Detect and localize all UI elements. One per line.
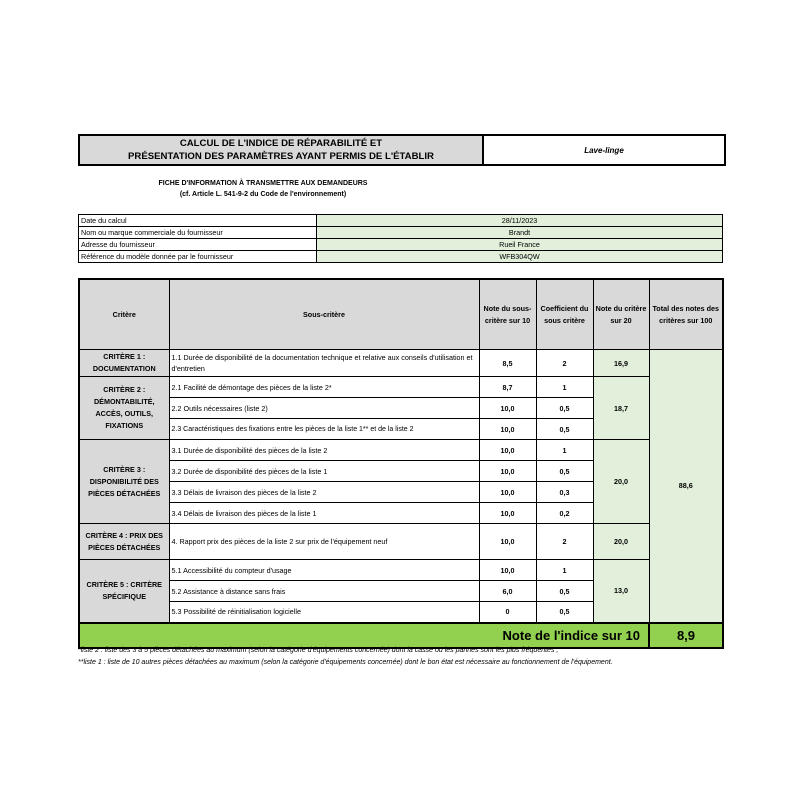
supplier-info-table	[78, 214, 723, 263]
sub-criterion: 2.2 Outils nécessaires (liste 2)	[169, 398, 479, 419]
sub-note: 10,0	[479, 503, 536, 524]
header-sous-critere: Sous-critère	[169, 279, 479, 350]
sub-note: 8,5	[479, 350, 536, 377]
sub-coef: 0,5	[536, 602, 593, 623]
table-header-row	[79, 279, 723, 350]
criterion-5: CRITÈRE 5 : CRITÈRE SPÉCIFIQUE	[79, 560, 169, 623]
sub-coef: 1	[536, 560, 593, 581]
total-score: 88,6	[649, 350, 723, 623]
sub-criterion: 3.2 Durée de disponibilité des pièces de la liste 1	[169, 461, 479, 482]
sub-criterion: 1.1 Durée de disponibilité de la documentation technique et relative aux conseils d'utilisation et d'entretien	[169, 350, 479, 377]
info-label: Nom ou marque commerciale du fournisseur	[79, 227, 317, 239]
fiche-title: FICHE D'INFORMATION À TRANSMETTRE AUX DEMANDEURS	[158, 180, 368, 187]
footnote-liste-2: *liste 2 : liste des 3 à 5 pièces détachées au maximum (selon la catégorie d'équipements concernée) dont la casse ou les pannes sont les plus fréquentes ;	[78, 647, 559, 654]
document-header	[78, 134, 726, 166]
sub-note: 10,0	[479, 524, 536, 560]
criterion-1: CRITÈRE 1 : DOCUMENTATION	[79, 350, 169, 377]
sub-note: 0	[479, 602, 536, 623]
info-value: Brandt	[317, 227, 723, 239]
sub-note: 6,0	[479, 581, 536, 602]
sub-coef: 1	[536, 440, 593, 461]
sub-coef: 0,2	[536, 503, 593, 524]
header-note-critere: Note du critère sur 20	[593, 279, 649, 350]
sub-criterion: 3.1 Durée de disponibilité des pièces de la liste 2	[169, 440, 479, 461]
info-row	[79, 215, 723, 227]
sub-coef: 0,3	[536, 482, 593, 503]
sub-criterion: 5.2 Assistance à distance sans frais	[169, 581, 479, 602]
info-row	[79, 227, 723, 239]
info-label: Adresse du fournisseur	[79, 239, 317, 251]
document-title	[80, 136, 484, 164]
sub-note: 10,0	[479, 440, 536, 461]
criterion-2: CRITÈRE 2 : DÉMONTABILITÉ, ACCÈS, OUTILS, FIXATIONS	[79, 377, 169, 440]
sub-criterion: 2.1 Facilité de démontage des pièces de la liste 2*	[169, 377, 479, 398]
sub-criterion: 5.3 Possibilité de réinitialisation logicielle	[169, 602, 479, 623]
sub-coef: 2	[536, 350, 593, 377]
footnote-liste-1: **liste 1 : liste de 10 autres pièces détachées au maximum (selon la catégorie d'équipements concernée) dont le bon état est nécessaire au fonctionnement de l'équipement.	[78, 659, 613, 666]
title-line-2: PRÉSENTATION DES PARAMÈTRES AYANT PERMIS DE L'ÉTABLIR	[128, 151, 434, 162]
criterion-note: 20,0	[593, 440, 649, 524]
header-note-sous-critere: Note du sous-critère sur 10	[479, 279, 536, 350]
info-value: Rueil France	[317, 239, 723, 251]
criterion-4: CRITÈRE 4 : PRIX DES PIÈCES DÉTACHÉES	[79, 524, 169, 560]
repairability-table	[78, 278, 724, 649]
index-row	[79, 623, 723, 648]
sub-coef: 1	[536, 377, 593, 398]
sub-criterion: 5.1 Accessibilité du compteur d'usage	[169, 560, 479, 581]
sub-criterion: 4. Rapport prix des pièces de la liste 2 sur prix de l'équipement neuf	[169, 524, 479, 560]
sub-note: 10,0	[479, 419, 536, 440]
table-row	[79, 560, 723, 581]
sub-coef: 0,5	[536, 461, 593, 482]
title-line-1: CALCUL DE L'INDICE DE RÉPARABILITÉ ET	[179, 138, 383, 149]
sub-coef: 0,5	[536, 581, 593, 602]
sub-note: 10,0	[479, 560, 536, 581]
sub-note: 10,0	[479, 461, 536, 482]
header-critere: Critère	[79, 279, 169, 350]
criterion-note: 16,9	[593, 350, 649, 377]
fiche-reference: (cf. Article L. 541-9-2 du Code de l'environnement)	[179, 191, 347, 198]
sub-criterion: 3.4 Délais de livraison des pièces de la liste 1	[169, 503, 479, 524]
info-row	[79, 239, 723, 251]
info-label: Date du calcul	[79, 215, 317, 227]
table-row	[79, 350, 723, 377]
sub-note: 10,0	[479, 482, 536, 503]
criterion-note: 13,0	[593, 560, 649, 623]
info-value: WFB304QW	[317, 251, 723, 263]
table-row	[79, 440, 723, 461]
header-coefficient: Coefficient du sous critère	[536, 279, 593, 350]
criterion-3: CRITÈRE 3 : DISPONIBILITÉ DES PIÈCES DÉTACHÉES	[79, 440, 169, 524]
header-total: Total des notes des critères sur 100	[649, 279, 723, 350]
product-type: Lave-linge	[584, 145, 624, 155]
sub-note: 10,0	[479, 398, 536, 419]
sub-criterion: 2.3 Caractéristiques des fixations entre les pièces de la liste 1** et de la liste 2	[169, 419, 479, 440]
table-row	[79, 524, 723, 560]
sub-note: 8,7	[479, 377, 536, 398]
sub-coef: 0,5	[536, 398, 593, 419]
info-label: Référence du modèle donnée par le fournisseur	[79, 251, 317, 263]
sub-coef: 2	[536, 524, 593, 560]
index-label: Note de l'indice sur 10	[79, 623, 649, 648]
sub-coef: 0,5	[536, 419, 593, 440]
table-row	[79, 377, 723, 398]
index-value: 8,9	[649, 623, 723, 648]
info-row	[79, 251, 723, 263]
criterion-note: 18,7	[593, 377, 649, 440]
info-value: 28/11/2023	[317, 215, 723, 227]
sub-criterion: 3.3 Délais de livraison des pièces de la liste 2	[169, 482, 479, 503]
criterion-note: 20,0	[593, 524, 649, 560]
